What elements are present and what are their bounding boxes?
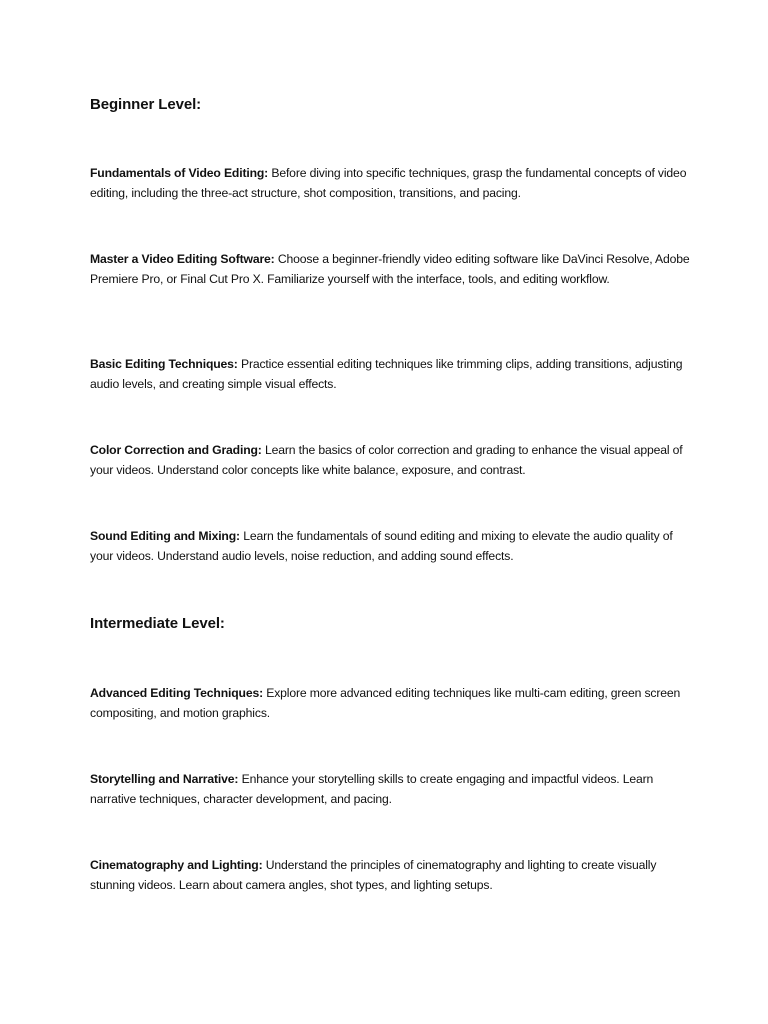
paragraph-storytelling: [90, 769, 690, 809]
section-heading-beginner: Beginner Level:: [90, 96, 202, 113]
paragraph-color-correction: [90, 440, 690, 480]
paragraph-cinematography: [90, 855, 690, 895]
paragraph-title: Fundamentals of Video Editing:: [90, 166, 269, 180]
paragraph-title: Basic Editing Techniques:: [90, 357, 238, 371]
paragraph-basic-techniques: [90, 354, 690, 394]
paragraph-fundamentals: [90, 163, 690, 203]
paragraph-body: Choose a beginner-friendly video editing software like DaVinci Resolve, Adobe Premiere Pro, or Final Cut Pro X. Familiarize yourself with the interface, tools, and editing workflow.: [90, 252, 690, 286]
paragraph-title: Sound Editing and Mixing:: [90, 529, 240, 543]
paragraph-body: Explore more advanced editing techniques like multi-cam editing, green screen compositing, and motion graphics.: [90, 686, 681, 720]
paragraph-title: Master a Video Editing Software:: [90, 252, 275, 266]
paragraph-body: Before diving into specific techniques, grasp the fundamental concepts of video editing, including the three-act structure, shot composition, transitions, and pacing.: [90, 166, 687, 200]
paragraph-body: Learn the basics of color correction and grading to enhance the visual appeal of your videos. Understand color concepts like white balance, exposure, and contrast.: [90, 443, 683, 477]
paragraph-body: Learn the fundamentals of sound editing and mixing to elevate the audio quality of your videos. Understand audio levels, noise reduction, and adding sound effects.: [90, 529, 673, 563]
paragraph-advanced-techniques: [90, 683, 690, 723]
paragraph-body: Understand the principles of cinematography and lighting to create visually stunning videos. Learn about camera angles, shot types, and lighting setups.: [90, 858, 657, 892]
paragraph-title: Storytelling and Narrative:: [90, 772, 239, 786]
paragraph-title: Color Correction and Grading:: [90, 443, 262, 457]
paragraph-master-software: [90, 249, 690, 289]
paragraph-sound-editing: [90, 526, 690, 566]
paragraph-title: Advanced Editing Techniques:: [90, 686, 263, 700]
paragraph-title: Cinematography and Lighting:: [90, 858, 263, 872]
section-heading-intermediate: Intermediate Level:: [90, 615, 225, 632]
paragraph-body: Practice essential editing techniques like trimming clips, adding transitions, adjusting audio levels, and creating simple visual effects.: [90, 357, 683, 391]
paragraph-body: Enhance your storytelling skills to create engaging and impactful videos. Learn narrative techniques, character development, and pacing.: [90, 772, 654, 806]
